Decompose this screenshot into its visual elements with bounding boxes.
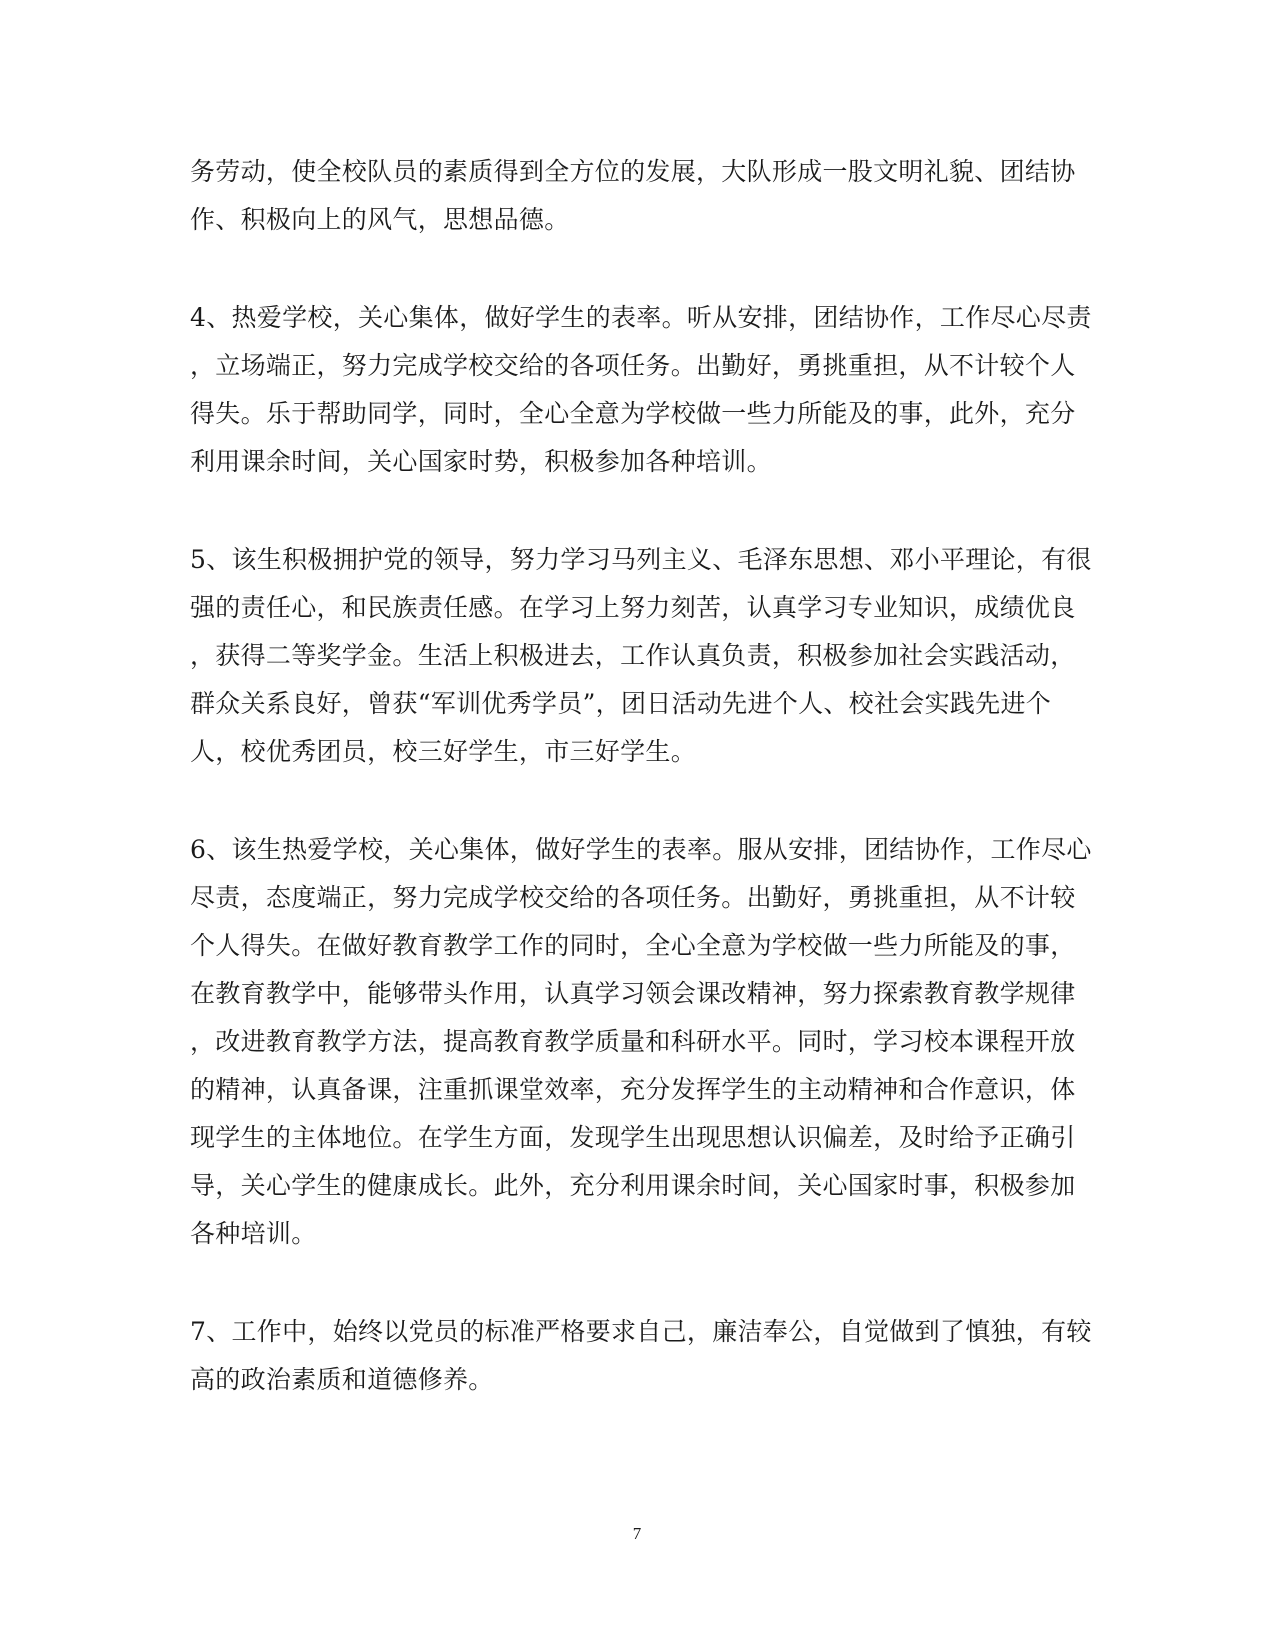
text-line: ，获得二等奖学金。生活上积极进去，工作认真负责，积极参加社会实践活动， xyxy=(190,641,1076,670)
page-number: 7 xyxy=(632,1524,642,1543)
text-line: 现学生的主体地位。在学生方面，发现学生出现思想认识偏差，及时给予正确引 xyxy=(190,1123,1076,1152)
text-line: 各种培训。 xyxy=(190,1219,317,1248)
text-line: 导，关心学生的健康成长。此外，充分利用课余时间，关心国家时事，积极参加 xyxy=(190,1171,1076,1200)
text-line: 群众关系良好，曾获“军训优秀学员”，团日活动先进个人、校社会实践先进个 xyxy=(190,689,1052,718)
text-line: 务劳动，使全校队员的素质得到全方位的发展，大队形成一股文明礼貌、团结协 xyxy=(190,157,1076,186)
text-line: ，改进教育教学方法，提高教育教学质量和科研水平。同时，学习校本课程开放 xyxy=(190,1027,1076,1056)
document-body xyxy=(190,148,1090,1404)
text-line: 尽责，态度端正，努力完成学校交给的各项任务。出勤好，勇挑重担，从不计较 xyxy=(190,883,1076,912)
text-line: 强的责任心，和民族责任感。在学习上努力刻苦，认真学习专业知识，成绩优良 xyxy=(190,593,1076,622)
text-line: 5、该生积极拥护党的领导，努力学习马列主义、毛泽东思想、邓小平理论，有很 xyxy=(190,545,1092,574)
text-line: 作、积极向上的风气，思想品德。 xyxy=(190,205,570,234)
text-line: 4、热爱学校，关心集体，做好学生的表率。听从安排，团结协作，工作尽心尽责 xyxy=(190,303,1092,332)
text-line: 在教育教学中，能够带头作用，认真学习领会课改精神，努力探索教育教学规律 xyxy=(190,979,1076,1008)
paragraph-item-7 xyxy=(190,1308,1090,1404)
text-line: 7、工作中，始终以党员的标准严格要求自己，廉洁奉公，自觉做到了慎独，有较 xyxy=(190,1317,1092,1346)
text-line: 的精神，认真备课，注重抓课堂效率，充分发挥学生的主动精神和合作意识，体 xyxy=(190,1075,1076,1104)
text-line: 利用课余时间，关心国家时势，积极参加各种培训。 xyxy=(190,447,772,476)
paragraph-item-4 xyxy=(190,294,1090,486)
text-line: 人，校优秀团员，校三好学生，市三好学生。 xyxy=(190,737,697,766)
paragraph-item-5 xyxy=(190,536,1090,776)
paragraph-item-6 xyxy=(190,826,1090,1258)
text-line: 高的政治素质和道德修养。 xyxy=(190,1365,494,1394)
text-line: ，立场端正，努力完成学校交给的各项任务。出勤好，勇挑重担，从不计较个人 xyxy=(190,351,1076,380)
text-line: 个人得失。在做好教育教学工作的同时，全心全意为学校做一些力所能及的事， xyxy=(190,931,1076,960)
paragraph-continuation xyxy=(190,148,1090,244)
text-line: 6、该生热爱学校，关心集体，做好学生的表率。服从安排，团结协作，工作尽心 xyxy=(190,835,1092,864)
text-line: 得失。乐于帮助同学，同时，全心全意为学校做一些力所能及的事，此外，充分 xyxy=(190,399,1076,428)
